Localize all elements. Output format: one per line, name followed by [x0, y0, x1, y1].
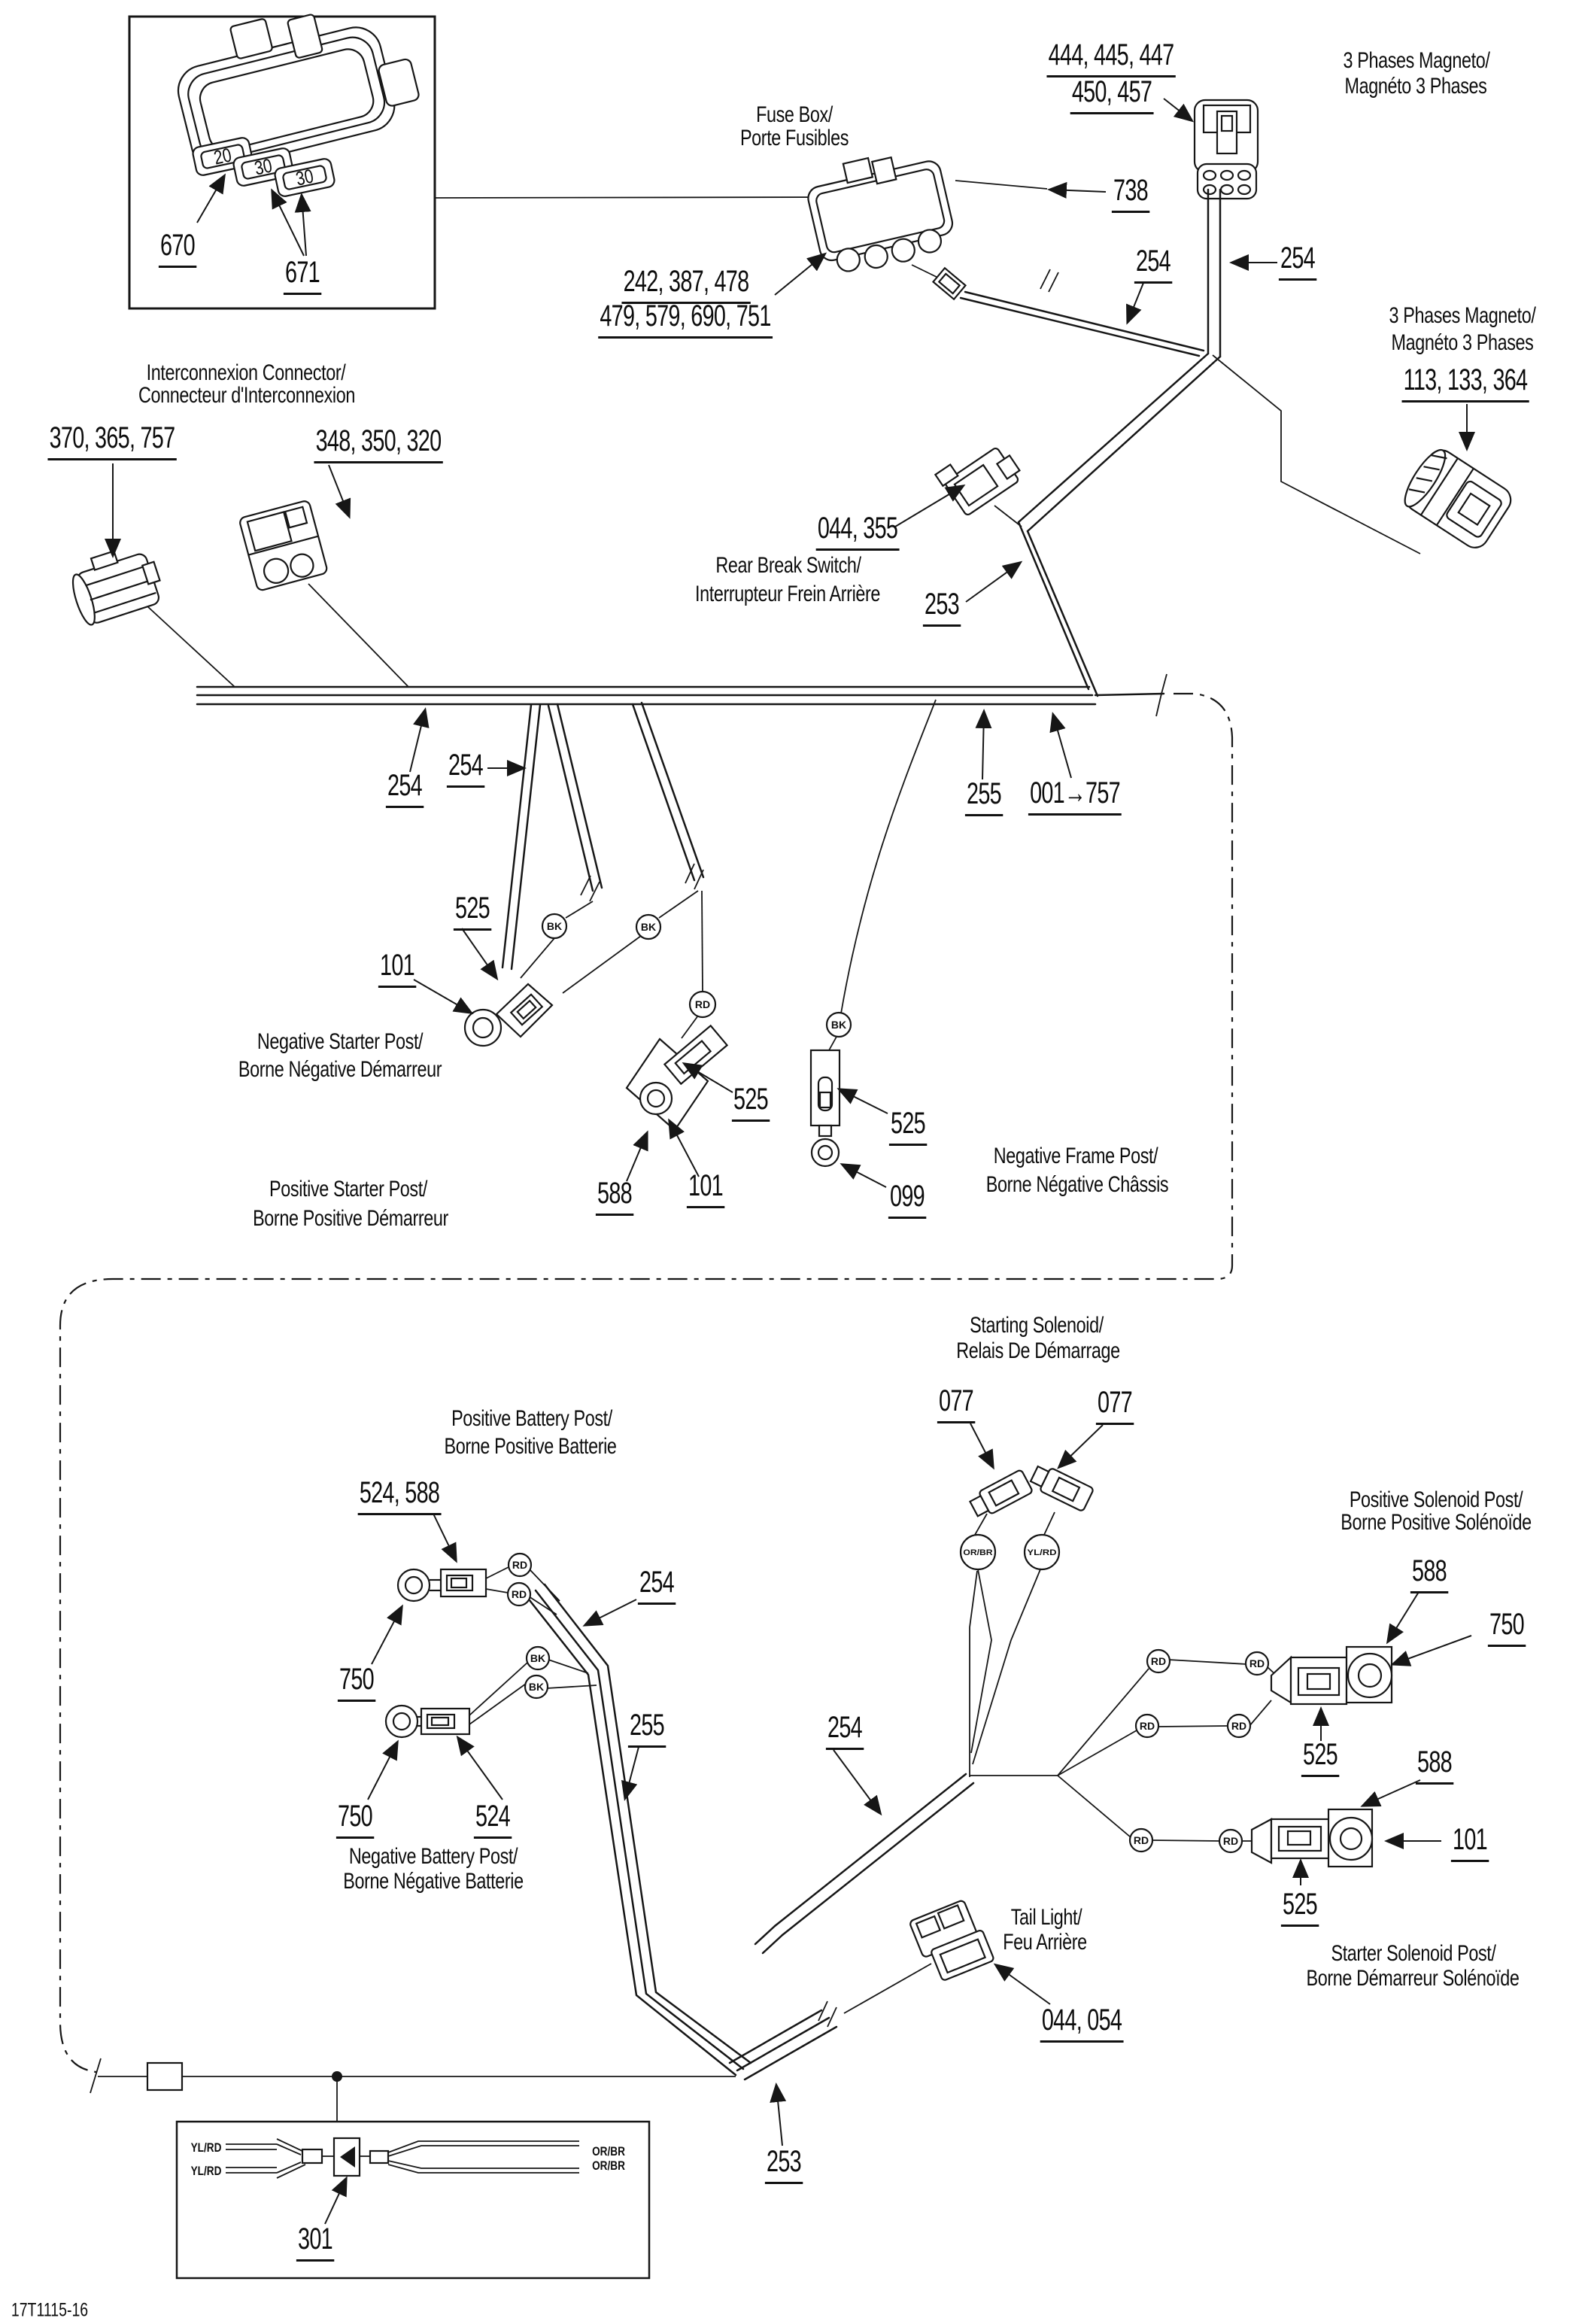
- part-callout: 525: [724, 1083, 777, 1122]
- part-callout: 525: [446, 892, 499, 931]
- component-label: Interconnexion Connector/: [146, 360, 346, 385]
- wire-color-text: RD: [1150, 1655, 1167, 1667]
- part-callout: 001→757: [1010, 776, 1140, 816]
- wire-color-text: BK: [546, 920, 563, 932]
- wire-color-text: BK: [640, 921, 657, 933]
- part-callout: 670: [151, 229, 204, 268]
- wire-color-text: RD: [1222, 1835, 1239, 1847]
- part-callout: 479, 579, 690, 751: [564, 299, 806, 339]
- part-callout: 525: [882, 1107, 934, 1146]
- component-label: Borne Positive Batterie: [444, 1434, 617, 1459]
- component-label: Starting Solenoid/: [970, 1313, 1104, 1338]
- wire-color-text: RD: [512, 1559, 528, 1571]
- wire-color-text: RD: [694, 998, 711, 1010]
- fuse-rating-label: 30: [252, 153, 275, 180]
- component-label: Tail Light/: [1010, 1905, 1082, 1930]
- component-label: Magnéto 3 Phases: [1344, 74, 1487, 99]
- wire-code-label: YL/RD: [190, 2140, 222, 2155]
- wire-color-text: YL/RD: [1027, 1548, 1057, 1557]
- part-callout: 253: [758, 2145, 810, 2184]
- part-callout: 044, 355: [800, 512, 915, 551]
- component-label: Borne Négative Démarreur: [238, 1057, 442, 1082]
- wire-color-text: RD: [1249, 1657, 1265, 1669]
- component-label: 3 Phases Magneto/: [1389, 303, 1536, 328]
- fuse-rating-label: 30: [293, 164, 316, 190]
- part-callout: 254: [818, 1711, 871, 1750]
- wire-color-text: RD: [1133, 1834, 1149, 1846]
- part-callout: 588: [1403, 1554, 1456, 1593]
- part-callout: 255: [621, 1709, 673, 1748]
- component-label: Positive Solenoid Post/: [1349, 1487, 1523, 1512]
- part-callout: 254: [439, 749, 492, 788]
- part-callout: 450, 457: [1054, 75, 1170, 114]
- part-callout: 255: [958, 777, 1010, 816]
- wire-code-label: OR/BR: [592, 2158, 625, 2173]
- component-label: Positive Starter Post/: [269, 1177, 427, 1201]
- component-label: Starter Solenoid Post/: [1331, 1941, 1496, 1966]
- wire-color-text: BK: [830, 1019, 847, 1031]
- component-label: Borne Démarreur Solénoïde: [1306, 1966, 1520, 1991]
- part-callout: 254: [1127, 245, 1180, 284]
- part-callout: 524, 588: [342, 1476, 457, 1515]
- component-label: Feu Arrière: [1003, 1930, 1087, 1955]
- drawing-code: 17T1115-16: [11, 2299, 89, 2321]
- component-label: Rear Break Switch/: [715, 553, 861, 578]
- part-callout: 524: [466, 1800, 519, 1839]
- part-callout: 525: [1294, 1738, 1347, 1777]
- part-callout: 738: [1104, 174, 1157, 213]
- part-callout: 254: [630, 1566, 683, 1605]
- component-label: Interrupteur Frein Arrière: [694, 582, 881, 606]
- wire-color-text: BK: [528, 1681, 545, 1693]
- wire-color-text: RD: [511, 1588, 527, 1600]
- component-label: Negative Starter Post/: [257, 1029, 424, 1054]
- component-label: Borne Positive Démarreur: [253, 1206, 448, 1231]
- part-callout: 077: [930, 1384, 982, 1423]
- part-callout: 370, 365, 757: [23, 421, 202, 460]
- part-callout: 101: [1444, 1823, 1496, 1862]
- part-callout: 588: [588, 1177, 641, 1216]
- component-label: Borne Négative Batterie: [343, 1869, 524, 1894]
- wire-color-text: OR/BR: [963, 1548, 993, 1557]
- part-callout: 044, 054: [1024, 2004, 1140, 2043]
- part-callout: 444, 445, 447: [1022, 38, 1201, 77]
- wire-color-text: RD: [1231, 1720, 1247, 1732]
- wire-color-text: BK: [530, 1652, 546, 1664]
- part-callout: 348, 350, 320: [289, 424, 468, 463]
- part-callout: 254: [1271, 242, 1324, 281]
- part-callout: 750: [329, 1800, 381, 1839]
- component-label: Porte Fusibles: [739, 126, 849, 150]
- part-callout: 101: [371, 949, 424, 988]
- wire-color-text: RD: [1139, 1720, 1155, 1732]
- component-label: 3 Phases Magneto/: [1343, 48, 1490, 73]
- component-label: Positive Battery Post/: [451, 1406, 612, 1431]
- component-label: Magnéto 3 Phases: [1391, 330, 1534, 355]
- component-label: Negative Frame Post/: [993, 1144, 1158, 1168]
- part-callout: 588: [1408, 1745, 1461, 1785]
- part-callout: 101: [679, 1169, 732, 1208]
- part-callout: 254: [378, 769, 431, 808]
- component-label: Relais De Démarrage: [956, 1338, 1120, 1363]
- fuse-rating-label: 20: [211, 143, 234, 169]
- part-callout: 671: [276, 256, 329, 295]
- part-callout: 750: [1480, 1608, 1533, 1647]
- part-callout: 301: [289, 2222, 342, 2262]
- part-callout: 077: [1089, 1386, 1141, 1425]
- component-label: Borne Positive Solénoïde: [1341, 1510, 1532, 1535]
- component-label: Connecteur d'Interconnexion: [138, 383, 355, 408]
- part-callout: 242, 387, 478: [597, 265, 776, 304]
- wire-code-label: YL/RD: [190, 2164, 222, 2178]
- part-callout: 750: [330, 1663, 383, 1702]
- component-label: Fuse Box/: [756, 102, 833, 127]
- component-label: Borne Négative Châssis: [985, 1172, 1169, 1197]
- component-label: Negative Battery Post/: [348, 1844, 518, 1869]
- part-callout: 113, 133, 364: [1377, 363, 1554, 403]
- part-callout: 253: [915, 588, 968, 627]
- part-callout: 525: [1274, 1888, 1326, 1927]
- wire-code-label: OR/BR: [592, 2144, 625, 2158]
- part-callout: 099: [881, 1180, 934, 1219]
